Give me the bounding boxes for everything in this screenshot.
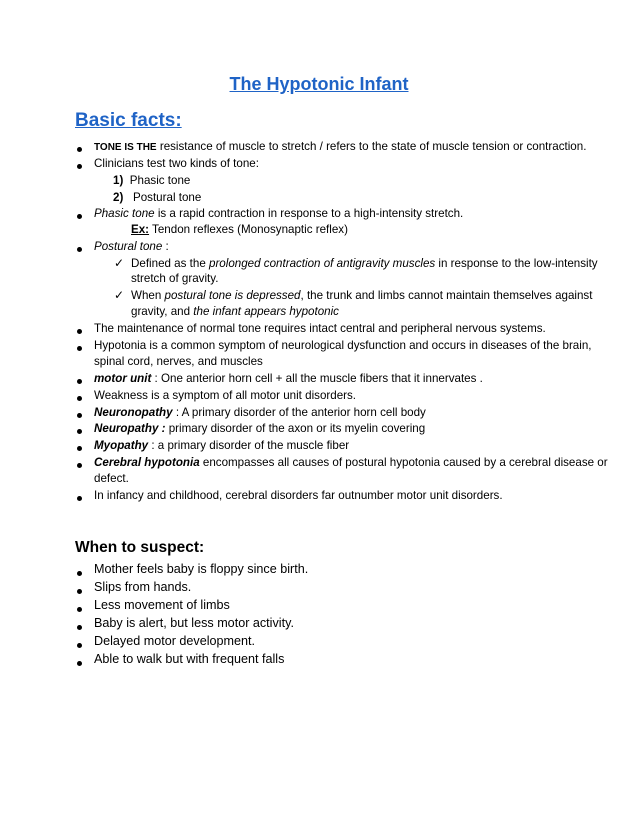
bullet — [77, 391, 82, 405]
bullet — [77, 656, 82, 670]
item-text: primary disorder of the axon or its myelin covering — [165, 422, 426, 435]
bullet — [77, 408, 82, 422]
list-item — [94, 207, 463, 221]
numbered-item — [113, 174, 190, 188]
list-item — [94, 240, 169, 254]
item-text: , the trunk and limbs cannot maintain themselves against — [300, 289, 593, 302]
list-item — [94, 372, 483, 386]
check-item-continued — [131, 305, 339, 319]
list-item: Less movement of limbs — [94, 598, 230, 612]
item-text: : A primary disorder of the anterior horn cell body — [172, 406, 426, 419]
item-text: Defined as the — [131, 257, 209, 270]
item-number: 2) — [113, 191, 124, 204]
list-item: Clinicians test two kinds of tone: — [94, 157, 259, 170]
list-item: Mother feels baby is floppy since birth. — [94, 562, 309, 576]
item-text: encompasses all causes of postural hypotonia caused by a cerebral disease or — [199, 456, 608, 469]
example-line — [131, 223, 348, 237]
bullet — [77, 159, 82, 173]
checkmark-icon: ✓ — [114, 256, 125, 270]
item-text: : One anterior horn cell + all the muscle fibers that it innervates . — [151, 372, 483, 385]
checkmark-icon: ✓ — [114, 288, 125, 302]
item-text: Tendon reflexes (Monosynaptic reflex) — [149, 223, 348, 236]
list-item-continued: spinal cord, nerves, and muscles — [94, 355, 263, 368]
bullet — [77, 209, 82, 223]
list-item — [94, 456, 608, 470]
term-myopathy: Myopathy — [94, 439, 149, 452]
bullet — [77, 242, 82, 256]
emphasis: the infant appears hypotonic — [193, 305, 339, 318]
list-item — [94, 422, 425, 436]
bullet — [77, 142, 82, 156]
page-title: The Hypotonic Infant — [229, 74, 409, 94]
list-item — [94, 140, 586, 155]
list-item: In infancy and childhood, cerebral disorders far outnumber motor unit disorders. — [94, 489, 503, 502]
bullet — [77, 491, 82, 505]
numbered-item — [113, 191, 201, 205]
bullet — [77, 324, 82, 338]
bullet — [77, 424, 82, 438]
list-item: Weakness is a symptom of all motor unit disorders. — [94, 389, 357, 402]
bullet — [77, 602, 82, 616]
when-to-suspect-heading: When to suspect: — [75, 539, 205, 556]
bullet — [77, 374, 82, 388]
item-number: 1) — [113, 174, 124, 187]
term-neuronopathy: Neuronopathy — [94, 406, 173, 419]
list-item: The maintenance of normal tone requires intact central and peripheral nervous systems. — [94, 322, 546, 335]
list-item: Delayed motor development. — [94, 634, 256, 648]
term-tone: TONE IS THE — [94, 142, 157, 153]
emphasis: prolonged contraction of antigravity muscles — [209, 257, 436, 270]
term-phasic-tone: Phasic tone — [94, 207, 155, 220]
term-cerebral-hypotonia: Cerebral hypotonia — [94, 456, 200, 469]
item-text: Phasic tone — [129, 174, 191, 187]
term-neuropathy: Neuropathy : — [94, 422, 166, 435]
term-motor-unit: motor unit — [94, 372, 152, 385]
bullet — [77, 584, 82, 598]
list-item: Baby is alert, but less motor activity. — [94, 616, 294, 630]
item-text: : — [162, 240, 169, 253]
item-text: : a primary disorder of the muscle fiber — [148, 439, 350, 452]
list-item — [94, 406, 426, 420]
list-item — [94, 439, 349, 453]
basic-facts-heading: Basic facts: — [75, 110, 182, 131]
bullet — [77, 458, 82, 472]
term-postural-tone: Postural tone — [94, 240, 163, 253]
item-text: Postural tone — [129, 191, 202, 204]
item-text: gravity, and — [131, 305, 194, 318]
example-label: Ex: — [131, 223, 150, 236]
emphasis: postural tone is depressed — [164, 289, 301, 302]
item-text: is a rapid contraction in response to a high-intensity stretch. — [154, 207, 464, 220]
list-item: Able to walk but with frequent falls — [94, 652, 285, 666]
item-text: resistance of muscle to stretch / refers to the state of muscle tension or contraction. — [156, 140, 587, 153]
bullet — [77, 620, 82, 634]
list-item-continued: defect. — [94, 472, 129, 485]
item-text: When — [131, 289, 165, 302]
check-item — [131, 257, 598, 271]
bullet — [77, 638, 82, 652]
bullet — [77, 441, 82, 455]
check-item-continued: stretch of gravity. — [131, 272, 219, 285]
list-item: Slips from hands. — [94, 580, 192, 594]
bullet — [77, 566, 82, 580]
item-text: in response to the low-intensity — [435, 257, 598, 270]
bullet — [77, 341, 82, 355]
list-item: Hypotonia is a common symptom of neurological dysfunction and occurs in diseases of the brain, — [94, 339, 592, 352]
check-item — [131, 289, 592, 303]
